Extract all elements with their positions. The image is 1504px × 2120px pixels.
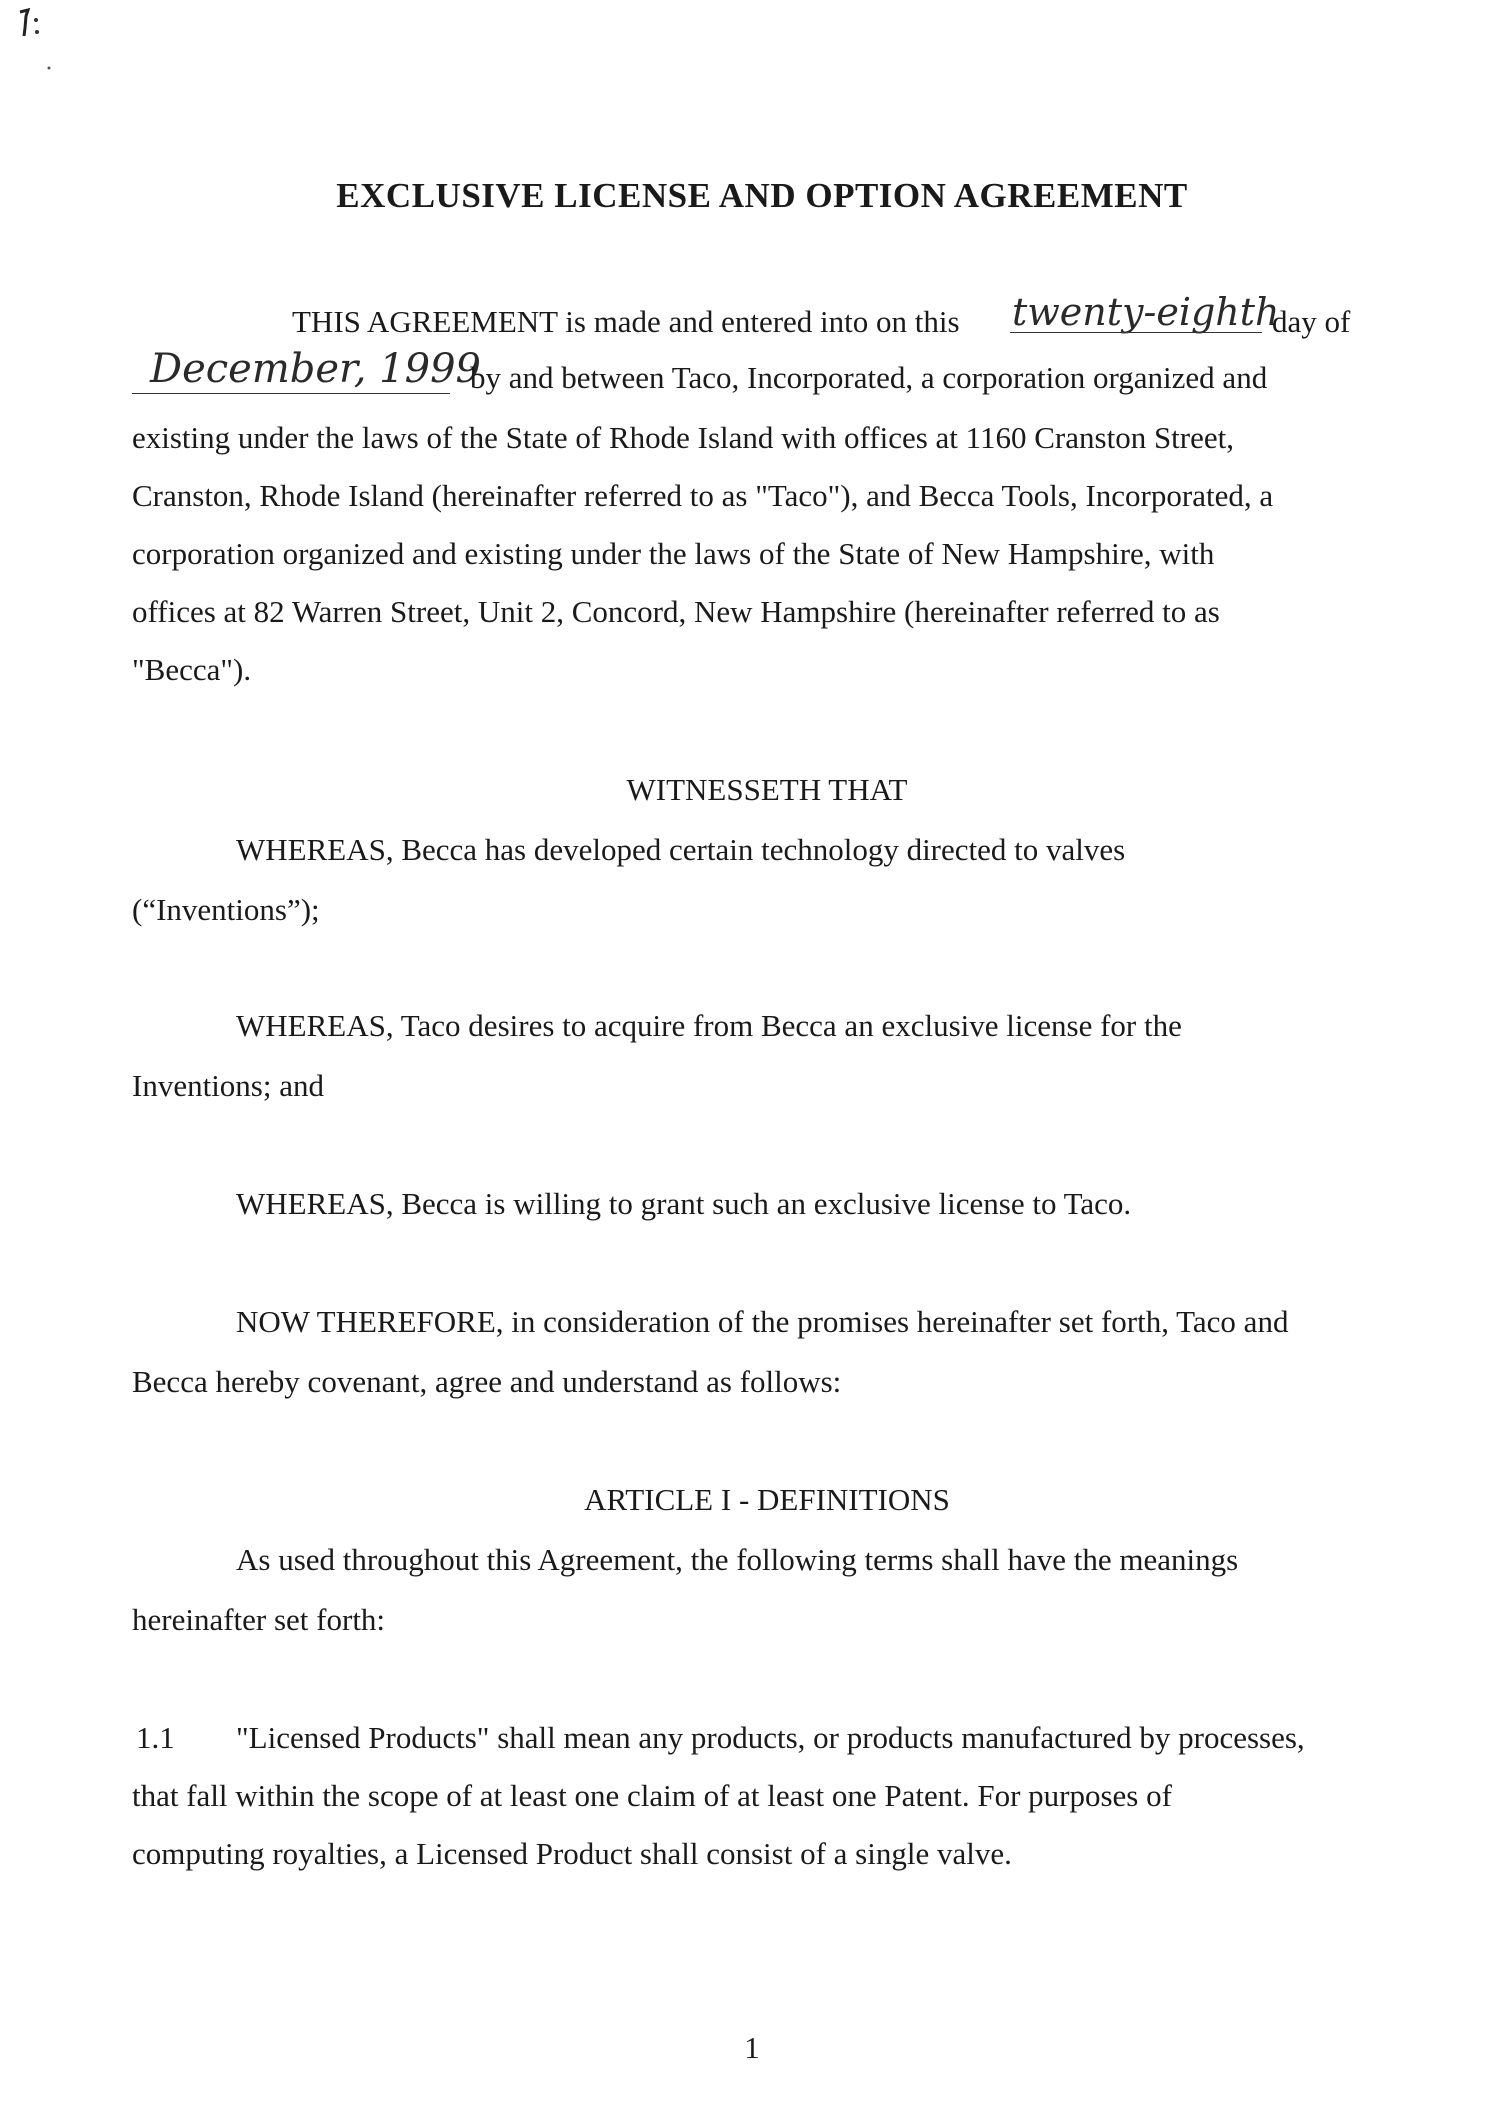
whereas-2-line-2: Inventions; and <box>132 1068 324 1103</box>
section-1-1-line-3: computing royalties, a Licensed Product shall consist of a single valve. <box>132 1836 1012 1871</box>
intro-line-6: offices at 82 Warren Street, Unit 2, Concord, New Hampshire (hereinafter referred to as <box>132 594 1220 629</box>
article-heading: ARTICLE I - DEFINITIONS <box>584 1482 950 1517</box>
section-number: 1.1 <box>136 1720 175 1755</box>
now-therefore-line-1: NOW THEREFORE, in consideration of the promises hereinafter set forth, Taco and <box>236 1304 1289 1339</box>
date-blank-line <box>132 393 450 394</box>
intro-line-5: corporation organized and existing under the laws of the State of New Hampshire, with <box>132 536 1215 571</box>
article-intro-line-2: hereinafter set forth: <box>132 1602 386 1637</box>
article-intro-line-1: As used throughout this Agreement, the following terms shall have the meanings <box>236 1542 1239 1577</box>
whereas-1-line-2: (“Inventions”); <box>132 892 320 927</box>
document-title: EXCLUSIVE LICENSE AND OPTION AGREEMENT <box>336 176 1188 215</box>
intro-line-1b: day of <box>1272 304 1351 339</box>
section-1-1-line-2: that fall within the scope of at least one claim of at least one Patent. For purposes of <box>132 1778 1172 1813</box>
whereas-1-line-1: WHEREAS, Becca has developed certain technology directed to valves <box>236 832 1126 867</box>
scan-artifact-mark <box>16 6 56 76</box>
witnesseth-heading: WITNESSETH THAT <box>626 772 908 807</box>
intro-line-3: existing under the laws of the State of Rhode Island with offices at 1160 Cranston Street, <box>132 420 1234 455</box>
intro-line-7: "Becca"). <box>132 652 252 687</box>
day-blank-line <box>1010 332 1262 333</box>
intro-line-2b: by and between Taco, Incorporated, a corporation organized and <box>470 360 1268 395</box>
section-1-1-line-1: "Licensed Products" shall mean any products, or products manufactured by processes, <box>236 1720 1305 1755</box>
whereas-3-line-1: WHEREAS, Becca is willing to grant such an exclusive license to Taco. <box>236 1186 1132 1221</box>
intro-line-1a: THIS AGREEMENT is made and entered into on this <box>292 304 960 339</box>
intro-line-4: Cranston, Rhode Island (hereinafter referred to as "Taco"), and Becca Tools, Incorporated, a <box>132 478 1274 513</box>
page-number: 1 <box>744 2030 760 2065</box>
handwritten-date: December, 1999 <box>150 346 481 392</box>
now-therefore-line-2: Becca hereby covenant, agree and understand as follows: <box>132 1364 842 1399</box>
handwritten-day: twenty-eighth <box>1012 290 1280 334</box>
whereas-2-line-1: WHEREAS, Taco desires to acquire from Becca an exclusive license for the <box>236 1008 1182 1043</box>
